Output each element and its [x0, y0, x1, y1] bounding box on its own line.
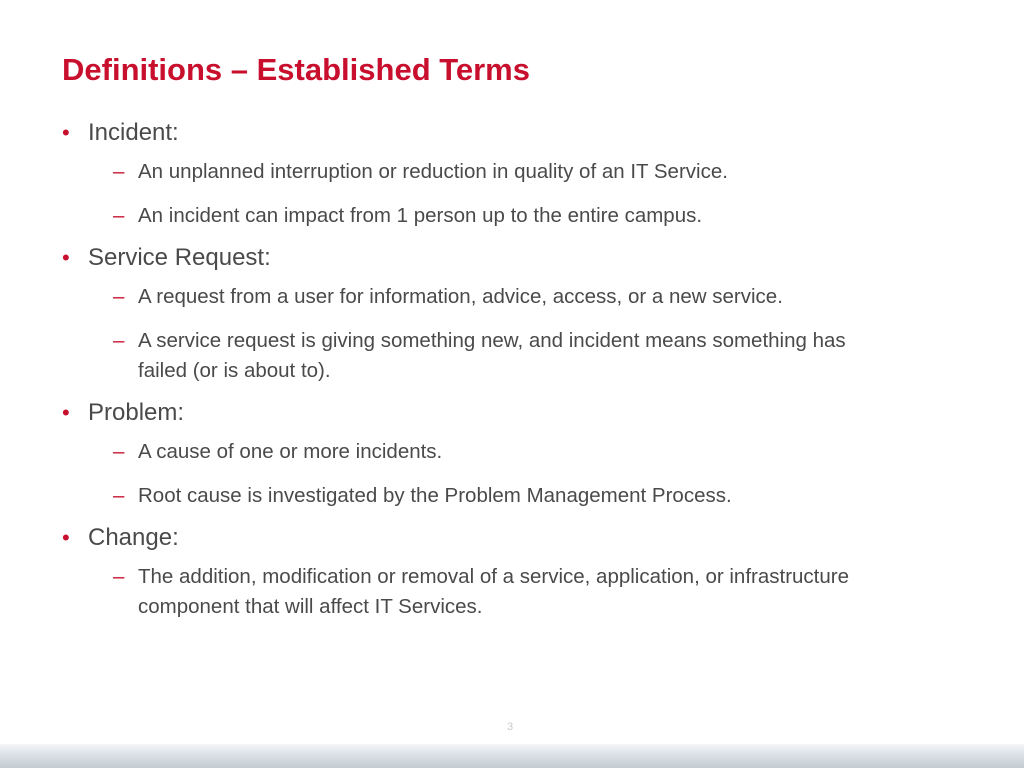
- sub-bullet-text: Root cause is investigated by the Problem Management Process.: [138, 484, 732, 507]
- sub-list-incident: [62, 157, 962, 231]
- bullet-label: Problem:: [88, 399, 185, 426]
- dash-icon: –: [113, 484, 125, 507]
- sub-bullet-text: A cause of one or more incidents.: [138, 440, 443, 463]
- bullet-service-request: [62, 243, 962, 273]
- bullet-dot-icon: •: [62, 400, 70, 425]
- sub-list-problem: [62, 437, 962, 511]
- footer-bar: [0, 744, 1024, 768]
- page-number: 3: [507, 721, 514, 733]
- slide-title: Definitions – Established Terms: [62, 52, 530, 87]
- bullet-incident: [62, 118, 962, 148]
- dash-icon: –: [113, 329, 125, 352]
- sub-list-service-request: [62, 282, 962, 386]
- sub-bullet: [113, 282, 962, 312]
- sub-bullet-text: An unplanned interruption or reduction in quality of an IT Service.: [138, 160, 728, 183]
- sub-bullet: [113, 437, 962, 467]
- dash-icon: –: [113, 285, 125, 308]
- bullet-change: [62, 523, 962, 553]
- sub-bullet: [113, 326, 898, 386]
- sub-bullet-text: The addition, modification or removal of a service, application, or infrastructure component that will affect IT Services.: [138, 565, 850, 618]
- sub-bullet: [113, 201, 962, 231]
- bullet-label: Change:: [88, 524, 179, 551]
- sub-list-change: [62, 562, 962, 622]
- sub-bullet-text: A service request is giving something new, and incident means something has failed (or is about to).: [138, 329, 846, 382]
- sub-bullet: [113, 481, 962, 511]
- bullet-label: Service Request:: [88, 244, 271, 271]
- dash-icon: –: [113, 204, 125, 227]
- dash-icon: –: [113, 565, 125, 588]
- bullet-problem: [62, 398, 962, 428]
- sub-bullet: [113, 157, 962, 187]
- dash-icon: –: [113, 440, 125, 463]
- bullet-label: Incident:: [88, 119, 179, 146]
- sub-bullet: [113, 562, 898, 622]
- bullet-list: [62, 118, 962, 622]
- dash-icon: –: [113, 160, 125, 183]
- sub-bullet-text: An incident can impact from 1 person up to the entire campus.: [138, 204, 703, 227]
- bullet-dot-icon: •: [62, 120, 70, 145]
- bullet-dot-icon: •: [62, 245, 70, 270]
- bullet-dot-icon: •: [62, 525, 70, 550]
- sub-bullet-text: A request from a user for information, advice, access, or a new service.: [138, 285, 783, 308]
